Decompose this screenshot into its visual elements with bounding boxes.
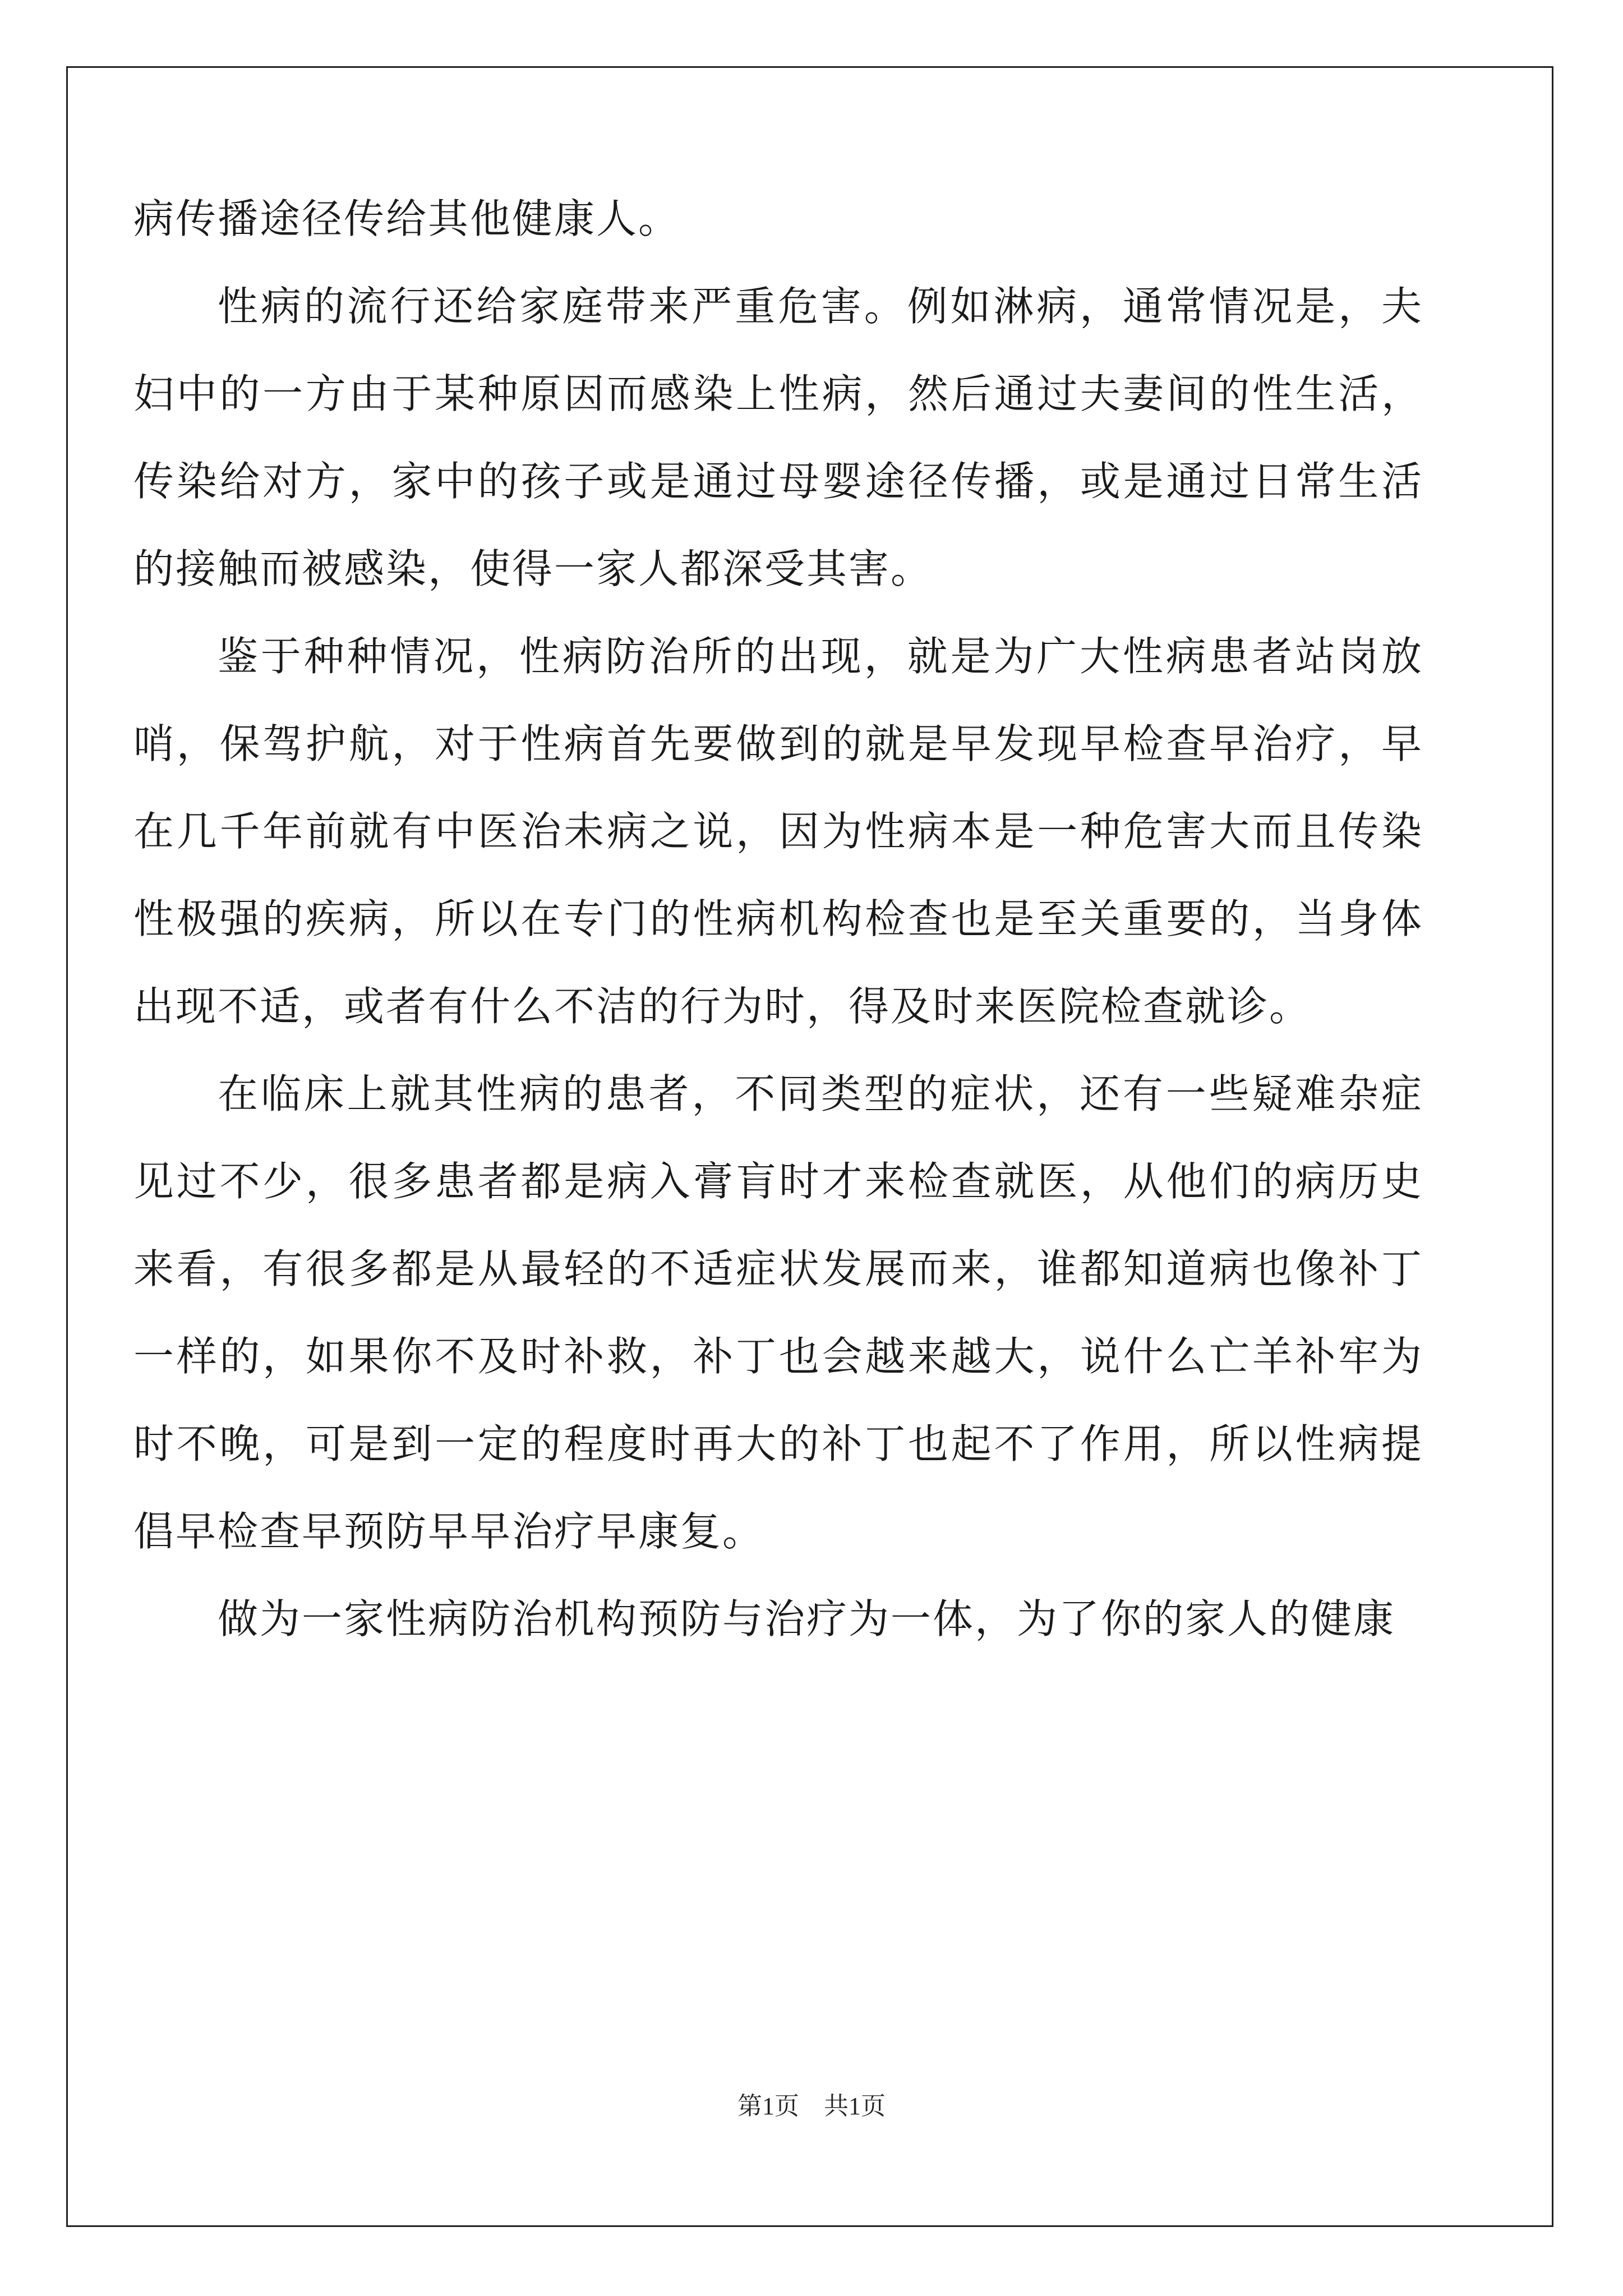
paragraph-3: 鉴于种种情况，性病防治所的出现，就是为广大性病患者站岗放哨，保驾护航，对于性病首先要做到的就是早发现早检查早治疗，早在几千年前就有中医治未病之说，因为性病本是一种危害大而且传染性极强的疾病，所以在专门的性病机构检查也是至关重要的，当身体出现不适，或者有什么不洁的行为时，得及时来医院检查就诊。	[133, 633, 1423, 1030]
document-body	[133, 175, 1423, 1663]
page-footer	[0, 2090, 1623, 2123]
paragraph-4: 在临床上就其性病的患者，不同类型的症状，还有一些疑难杂症见过不少，很多患者都是病入膏肓时才来检查就医，从他们的病历史来看，有很多都是从最轻的不适症状发展而来，谁都知道病也像补丁一样的，如果你不及时补救，补丁也会越来越大，说什么亡羊补牢为时不晚，可是到一定的程度时再大的补丁也起不了作用，所以性病提倡早检查早预防早早治疗早康复。	[133, 1070, 1423, 1555]
paragraph-2: 性病的流行还给家庭带来严重危害。例如淋病，通常情况是，夫妇中的一方由于某种原因而感染上性病，然后通过夫妻间的性生活，传染给对方，家中的孩子或是通过母婴途径传播，或是通过日常生活的接触而被感染，使得一家人都深受其害。	[133, 283, 1423, 592]
paragraph-5: 做为一家性病防治机构预防与治疗为一体，为了你的家人的健康	[218, 1595, 1396, 1642]
page-count: 共1页	[824, 2092, 886, 2120]
paragraph-1: 病传播途径传给其他健康人。	[133, 195, 681, 242]
page-number: 第1页	[737, 2092, 799, 2120]
